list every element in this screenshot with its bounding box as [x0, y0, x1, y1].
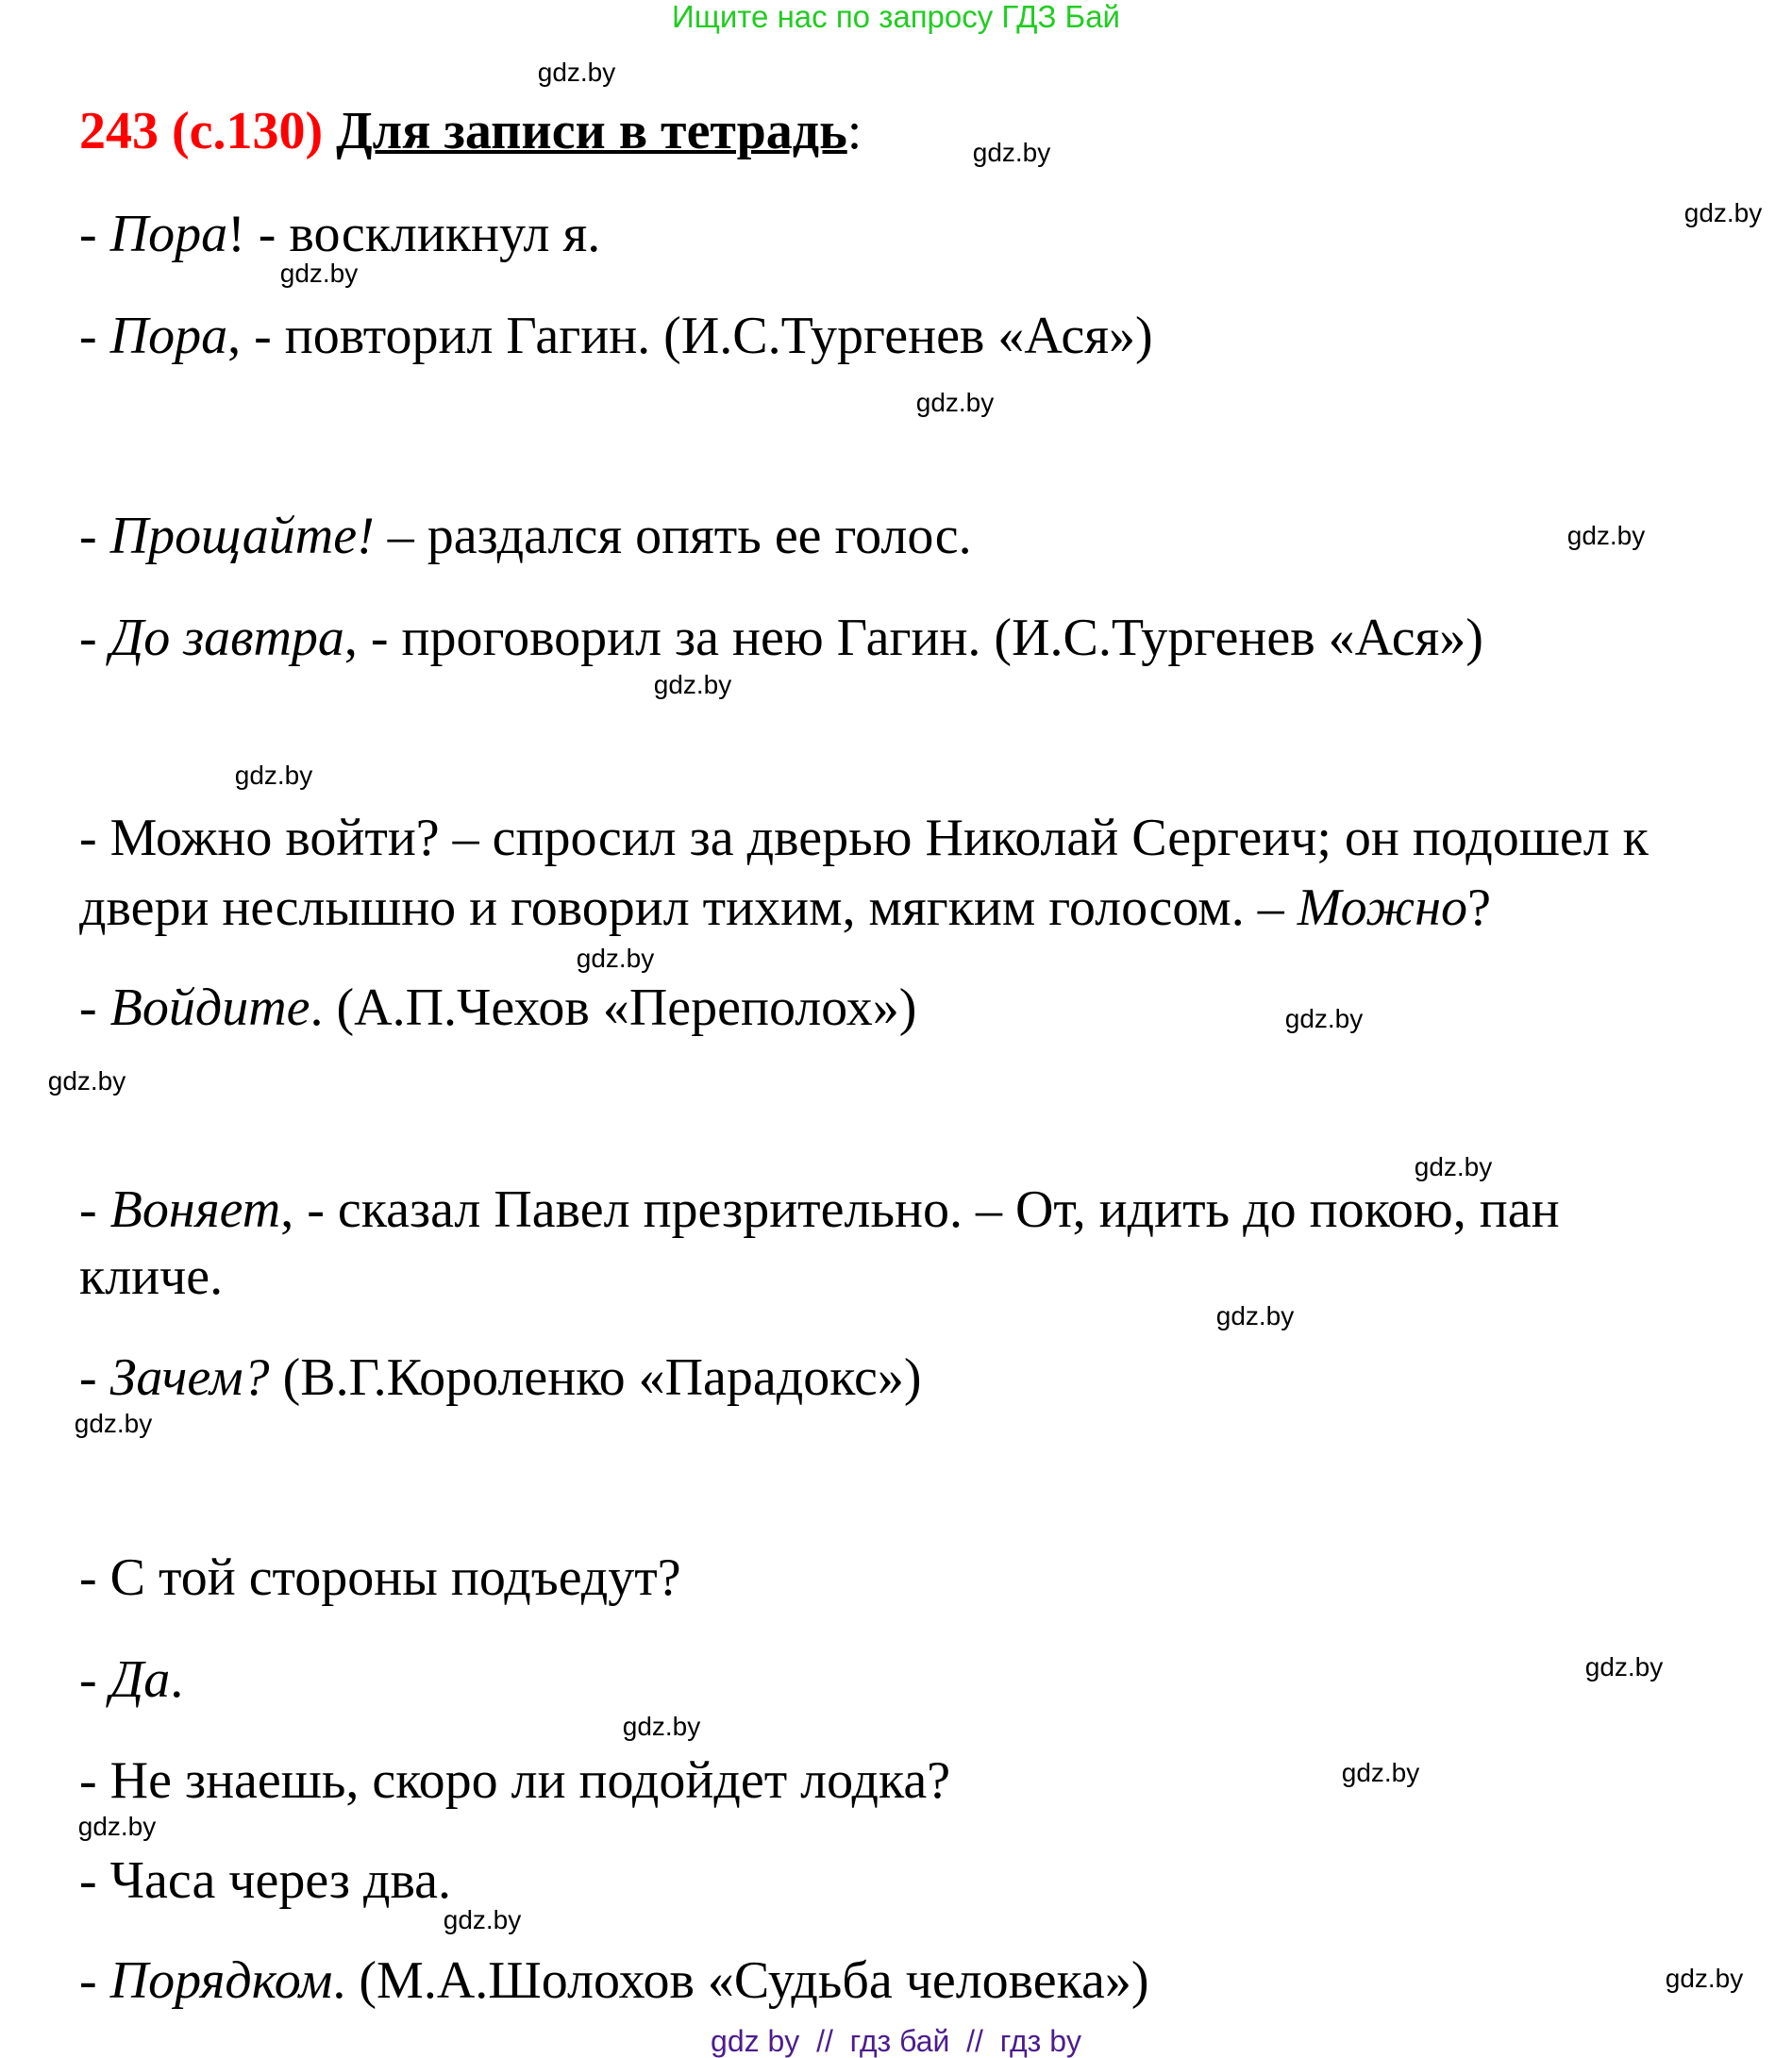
top-banner: Ищите нас по запросу ГДЗ Бай — [672, 0, 1120, 34]
watermark-text: gdz.by — [47, 1066, 126, 1096]
text-line — [79, 306, 1153, 366]
text-segment: . — [170, 1650, 184, 1709]
text-line — [79, 808, 1649, 868]
text-line — [79, 204, 600, 264]
watermark-text: gdz.by — [1215, 1301, 1295, 1330]
watermark-text: gdz.by — [576, 944, 655, 973]
text-line — [79, 1649, 183, 1710]
text-segment: - — [79, 507, 110, 565]
italic-segment: Зачем? — [109, 1348, 270, 1407]
text-line — [79, 1750, 950, 1811]
text-segment: - С той стороны подъедут? — [79, 1548, 681, 1607]
text-segment: - — [79, 205, 110, 263]
text-line — [79, 608, 1483, 668]
text-segment: (В.Г.Короленко «Парадокс») — [269, 1348, 922, 1407]
heading-colon: : — [846, 102, 863, 160]
text-segment: - Не знаешь, скоро ли подойдет лодка? — [79, 1751, 951, 1810]
watermark-text: gdz.by — [1284, 1004, 1364, 1033]
footer-links: gdz by // гдз бай // гдз by — [711, 2024, 1081, 2058]
italic-segment: Прощайте! — [109, 507, 375, 565]
watermark-text: gdz.by — [653, 670, 732, 699]
exercise-heading — [79, 100, 862, 162]
watermark-text: gdz.by — [537, 58, 616, 87]
text-segment: - — [79, 1348, 110, 1407]
watermark-text: gdz.by — [443, 1905, 522, 1934]
italic-segment: Войдите — [109, 979, 310, 1037]
text-segment: - — [79, 979, 110, 1037]
text-line — [79, 878, 1491, 938]
watermark-text: gdz.by — [1566, 521, 1646, 550]
text-segment: - — [79, 307, 110, 365]
text-segment: - Часа через два. — [79, 1851, 452, 1910]
text-segment: - Можно войти? – спросил за дверью Николай Сергеич; он подошел к — [79, 809, 1649, 867]
italic-segment: Да — [109, 1650, 171, 1709]
exercise-number: 243 (с.130) — [79, 102, 324, 160]
text-segment: кличе. — [79, 1247, 224, 1306]
italic-segment: Пора — [109, 307, 228, 365]
text-segment: ? — [1467, 878, 1491, 937]
text-line — [79, 1548, 681, 1608]
text-segment: ! - воскликнул я. — [227, 205, 601, 263]
watermark-text: gdz.by — [915, 388, 995, 417]
watermark-text: gdz.by — [279, 259, 359, 288]
watermark-text: gdz.by — [1341, 1758, 1420, 1787]
watermark-text: gdz.by — [74, 1409, 153, 1438]
text-line — [79, 1850, 451, 1911]
text-segment: , - проговорил за нею Гагин. (И.С.Тургенев «Ася») — [343, 609, 1483, 667]
italic-segment: Порядком — [109, 1951, 333, 2010]
text-segment: - — [79, 1650, 110, 1709]
watermark-text: gdz.by — [234, 761, 313, 790]
text-segment: , - повторил Гагин. (И.С.Тургенев «Ася») — [227, 307, 1153, 365]
text-line — [79, 1950, 1149, 2011]
text-segment: – раздался опять ее голос. — [374, 507, 972, 565]
italic-segment: Пора — [109, 205, 228, 263]
text-segment: - — [79, 1180, 110, 1239]
exercise-title: Для записи в тетрадь — [336, 102, 847, 160]
text-segment: - — [79, 609, 110, 667]
watermark-text: gdz.by — [77, 1812, 157, 1841]
italic-segment: Воняет — [109, 1180, 281, 1239]
text-segment: двери неслышно и говорил тихим, мягким голосом. – — [79, 878, 1298, 937]
watermark-text: gdz.by — [1683, 198, 1763, 227]
watermark-text: gdz.by — [1414, 1152, 1493, 1181]
text-segment: . (А.П.Чехов «Переполох») — [310, 979, 917, 1037]
text-segment: - — [79, 1951, 110, 2010]
watermark-text: gdz.by — [1665, 1964, 1744, 1993]
watermark-text: gdz.by — [1584, 1652, 1664, 1682]
text-line — [79, 1247, 223, 1307]
watermark-text: gdz.by — [622, 1712, 701, 1741]
text-segment: . (М.А.Шолохов «Судьба человека») — [332, 1951, 1149, 2010]
watermark-text: gdz.by — [972, 138, 1051, 167]
text-line — [79, 1347, 922, 1408]
text-line — [79, 978, 916, 1038]
text-line — [79, 1180, 1560, 1240]
text-segment: , - сказал Павел презрительно. – От, идить до покою, пан — [280, 1180, 1560, 1239]
italic-segment: Можно — [1297, 878, 1468, 937]
italic-segment: До завтра — [109, 609, 344, 667]
text-line — [79, 506, 972, 566]
